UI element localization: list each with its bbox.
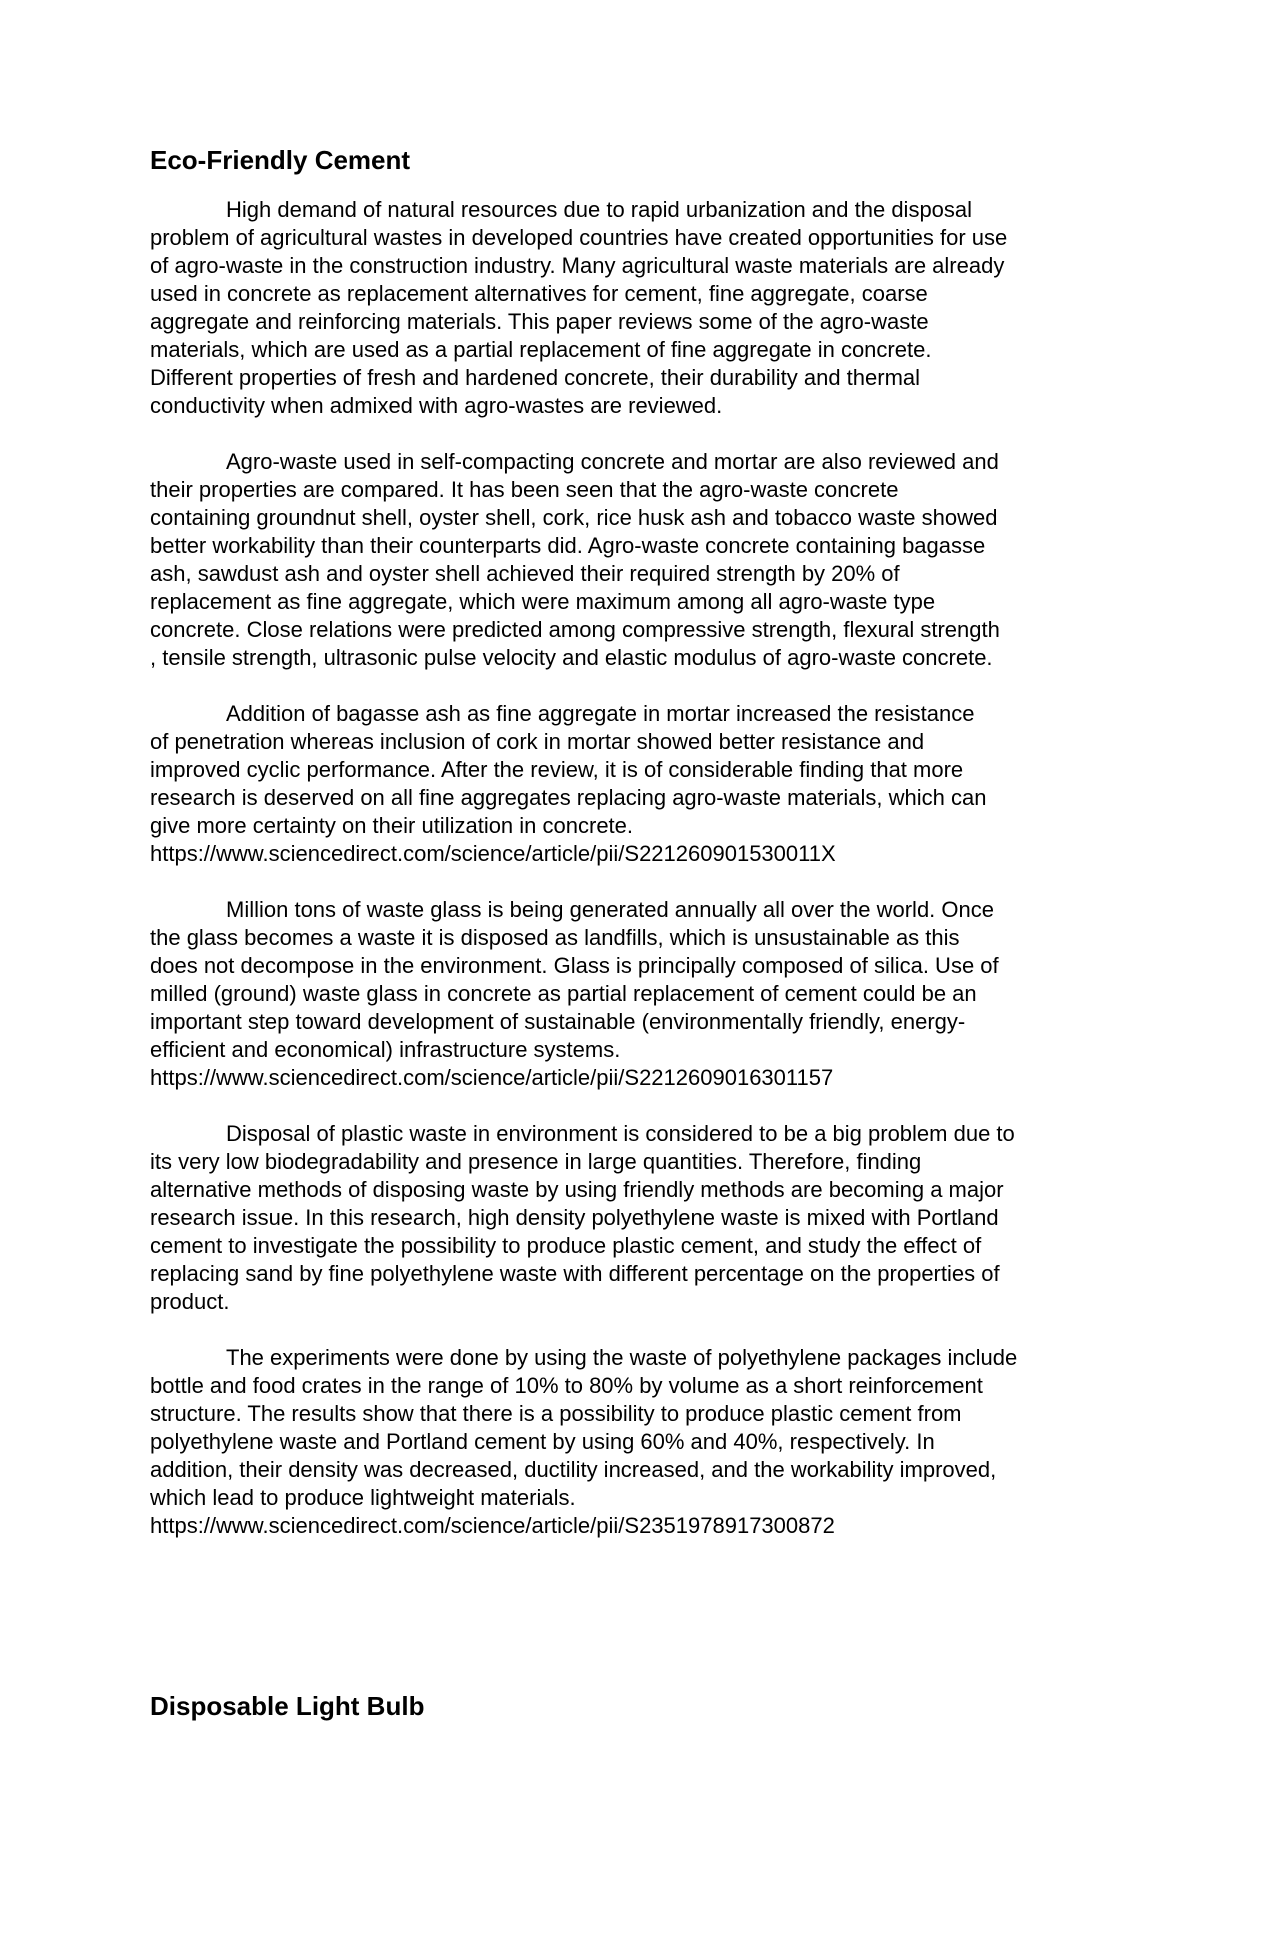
document-page xyxy=(150,144,1130,1722)
paragraph-agro-waste-intro xyxy=(150,196,1130,420)
paragraph-plastic-waste xyxy=(150,1120,1130,1316)
paragraph-text: Agro-waste used in self-compacting concrete and mortar are also reviewed and their properties are compared. It has been seen that the agro-waste concrete containing groundnut shell, oyster shell, cork, rice husk ash and tobacco waste showed better workability than their counterparts did. Agro-waste concrete containing bagasse ash, sawdust ash and oyster shell achieved their required strength by 20% of replacement as fine aggregate, which were maximum among all agro-waste type concrete. Close relations were predicted among compressive strength, flexural strength , tensile strength, ultrasonic pulse velocity and elastic modulus of agro-waste concrete. xyxy=(150,449,1000,670)
paragraph-text: High demand of natural resources due to rapid urbanization and the disposal problem of agricultural wastes in developed countries have created opportunities for use of agro-waste in the construction industry. Many agricultural waste materials are already used in concrete as replacement alternatives for cement, fine aggregate, coarse aggregate and reinforcing materials. This paper reviews some of the agro-waste materials, which are used as a partial replacement of fine aggregate in concrete. Different properties of fresh and hardened concrete, their durability and thermal conductivity when admixed with agro-wastes are reviewed. xyxy=(150,197,1008,418)
reference-url-link[interactable]: https://www.sciencedirect.com/science/article/pii/S221260901530011X xyxy=(150,841,836,866)
reference-url-link[interactable]: https://www.sciencedirect.com/science/article/pii/S2212609016301157 xyxy=(150,1065,834,1090)
paragraph-text: Million tons of waste glass is being generated annually all over the world. Once the glass becomes a waste it is disposed as landfills, which is unsustainable as this does not decompose in the environment. Glass is principally composed of silica. Use of milled (ground) waste glass in concrete as partial replacement of cement could be an important step toward development of sustainable (environmentally friendly, energy- efficient and economical) infrastructure systems. xyxy=(150,897,999,1062)
paragraph-text: The experiments were done by using the waste of polyethylene packages include bottle and food crates in the range of 10% to 80% by volume as a short reinforcement structure. The results show that there is a possibility to produce plastic cement from polyethylene waste and Portland cement by using 60% and 40%, respectively. In addition, their density was decreased, ductility increased, and the workability improved, which lead to produce lightweight materials. xyxy=(150,1345,1018,1510)
paragraph-agro-waste-scc xyxy=(150,448,1130,672)
reference-url-link[interactable]: https://www.sciencedirect.com/science/article/pii/S2351978917300872 xyxy=(150,1513,835,1538)
section-heading-disposable-light-bulb: Disposable Light Bulb xyxy=(150,1691,425,1721)
paragraph-text: Addition of bagasse ash as fine aggregate in mortar increased the resistance of penetration whereas inclusion of cork in mortar showed better resistance and improved cyclic performance. After the review, it is of considerable finding that more research is deserved on all fine aggregates replacing agro-waste materials, which can give more certainty on their utilization in concrete. xyxy=(150,701,987,838)
section-heading-eco-friendly-cement: Eco-Friendly Cement xyxy=(150,145,411,175)
paragraph-waste-glass xyxy=(150,896,1130,1092)
paragraph-bagasse-ash xyxy=(150,700,1130,868)
paragraph-text: Disposal of plastic waste in environment is considered to be a big problem due to its very low biodegradability and presence in large quantities. Therefore, finding alternative methods of disposing waste by using friendly methods are becoming a major research issue. In this research, high density polyethylene waste is mixed with Portland cement to investigate the possibility to produce plastic cement, and study the effect of replacing sand by fine polyethylene waste with different percentage on the properties of product. xyxy=(150,1121,1015,1314)
paragraph-polyethylene-experiments xyxy=(150,1344,1130,1540)
